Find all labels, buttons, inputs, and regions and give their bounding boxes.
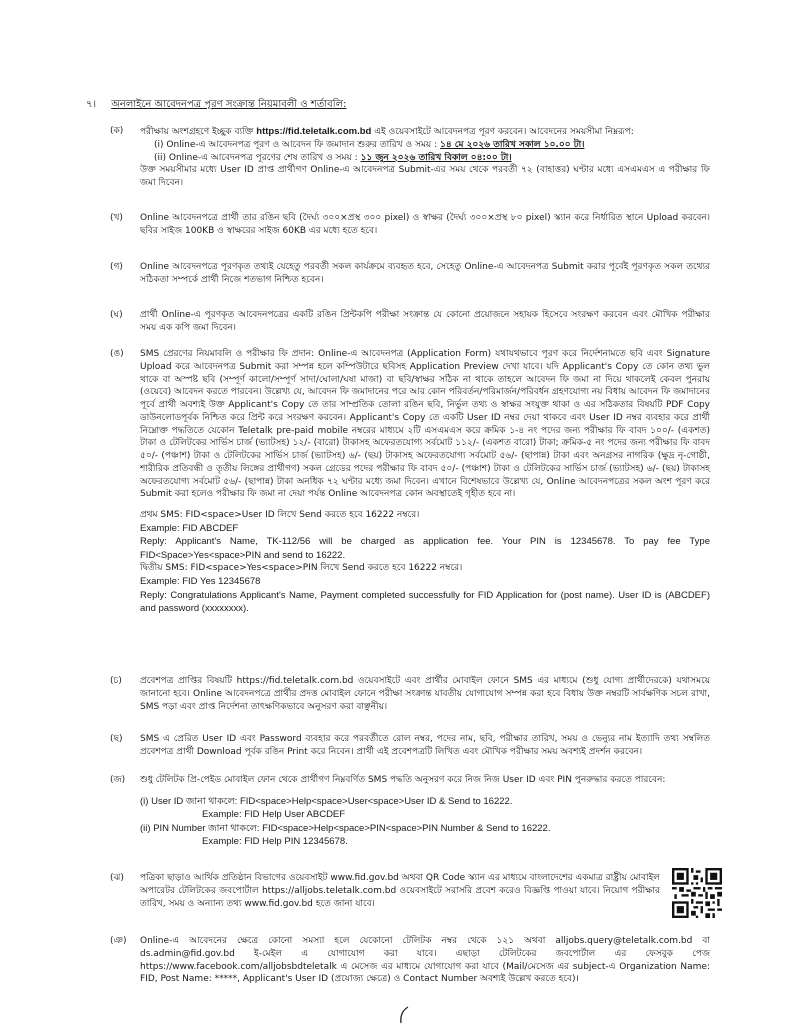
item-label: (ঙ) — [110, 349, 124, 359]
sms-rules-text: SMS প্রেরণের নিয়মাবলি ও পরীক্ষার ফি প্রদান: Online-এ আবেদনপত্র (Application Form) যথাযথভাবে পূরণ করে নির্দেশনামতে ছবি এবং Signature Upload করে আবেদনপত্র Submit করা সম্পন্ন হলে কম্পিউটারে ছবিসহ Application Preview দেখা যাবে। যদি Applicant's Copy তে কোন তথ্য ভুল থাকে বা অস্পষ্ট ছবি (সম্পূর্ণ কালো/সম্পূর্ণ সাদা/ঘোলা/ঘষা মাজা) বা ছবি/স্বাক্ষর সঠিক না থাকে তাহলে আবেদন ফি জমা না দিয়ে থাকলেই কেবল পুনরায় (ওয়েবে) আবেদন করতে পারবেন। উল্লেখ্য যে, আবেদন ফি জমাদানের পরে আর কোন পরিবর্তন/পরিমার্জন/পরিবর্ধন গ্রহণযোগ্য নয় বিধায় আবেদন ফি জমাদানের পূর্বে প্রার্থী অবশ্যই উক্ত Applicant's Copy তে তার সাম্প্রতিক তোলা রঙিন ছবি, নির্ভুল তথ্য ও স্বাক্ষর সংযুক্ত থাকা ও এর সঠিকতার বিষয়টি PDF Copy ডাউনলোডপূর্বক নিশ্চিত করে প্রিন্ট করে সংরক্ষণ করবেন। Applicant's Copy তে একটি User ID নম্বর দেয়া থাকবে এবং User ID নম্বর ব্যবহার করে প্রার্থী নিম্নোক্ত পদ্ধতিতে যেকোন Teletalk pre-paid mobile নম্বরের মাধ্যমে ২টি এসএমএস করে ক্রমিক ১-৪ নং পদের জন্য পরীক্ষার ফি বাবদ ১০০/- (একশত) টাকা ও টেলিটকের সার্ভিস চার্জ (ভ্যাটসহ) ১২/- (বারো) টাকাসহ অফেরতযোগ্য সর্বমোট ১১২/- (একশত বারো) টাকা; ক্রমিক-৫ নং পদের জন্য পরীক্ষার ফি বাবদ ৫০/- (পঞ্চাশ) টাকা ও টেলিটকের সার্ভিস চার্জ (ভ্যাটসহ) ৬/- (ছয়) টাকাসহ অফেরতযোগ্য সর্বমোট ৫৬/- (ছাপান্ন) টাকা এবং অনগ্রসর নাগরিক (ক্ষুদ্র নৃ-গোষ্ঠী, শারীরিক প্রতিবন্ধী ও তৃতীয় লিঙ্গের প্রার্থীগণ) সকল গ্রেডের পদের পরীক্ষার ফি বাবদ ৫০/- (পঞ্চাশ) টাকা ও টেলিটকের সার্ভিস চার্জ (ভ্যাটসহ) ৬/- (ছয়) টাকাসহ অফেরতযোগ্য সর্বমোট ৫৬/- (ছাপান্ন) টাকা অনধিক ৭২ ঘণ্টার মধ্যে জমা দিবেন। এখানে বিশেষভাবে উল্লেখ্য যে, Online আবেদনপত্রের সকল অংশ পূরণ করে Submit করা হলেও পরীক্ষার ফি জমা না দেয়া পর্যন্ত Online আবেদনপত্র কোন অবস্থাতেই গৃহীত হবে না। — [140, 349, 710, 500]
item-chha — [110, 733, 710, 759]
userid-recovery-example: Example: FID Help User ABCDEF — [202, 809, 346, 821]
item-jha — [110, 872, 660, 910]
item-body — [140, 125, 710, 190]
item-ga — [110, 261, 710, 287]
qr-code-icon[interactable] — [672, 868, 722, 918]
item-ja — [110, 774, 710, 849]
first-sms: প্রথম SMS: FID<space>User ID লিখে Send করতে হবে 16222 নম্বরে। — [140, 510, 420, 521]
item-body — [140, 348, 710, 616]
second-sms-example: Example: FID Yes 12345678 — [140, 576, 261, 588]
recovery-text: শুধু টেলিটক প্রি-পেইড মোবাইল ফোন থেকে প্রার্থীগণ নিম্নবর্ণিত SMS পদ্ধতি অনুসরণ করে নিজ নিজ User ID এবং PIN পুনরুদ্ধার করতে পারবেন: — [140, 775, 666, 785]
item-label: (ঞ) — [110, 936, 127, 946]
item-body — [140, 774, 710, 849]
item-label: (জ) — [110, 775, 126, 785]
item-label: (ঘ) — [110, 310, 123, 320]
item-body: Online আবেদনপত্রে প্রার্থী তার রঙিন ছবি (দৈর্ঘ্য ৩০০×প্রস্থ ৩০০ pixel) ও স্বাক্ষর (দৈর্ঘ্য ৩০০×প্রস্থ ৮০ pixel) স্ক্যান করে নির্ধারিত স্থানে Upload করবেন। ছবির সাইজ 100KB ও স্বাক্ষরের সাইজ 60KB এর মধ্যে হতে হবে। — [140, 213, 710, 236]
item-body: Online আবেদনপত্রে পূরণকৃত তথ্যই যেহেতু পরবর্তী সকল কার্যক্রমে ব্যবহৃত হবে, সেহেতু Online-এ আবেদনপত্র Submit করার পূর্বেই পূরণকৃত সকল তথ্যের সঠিকতা সম্পর্কে প্রার্থী নিজে শতভাগ নিশ্চিত হবেন। — [140, 262, 710, 285]
section-number: ৭। — [86, 99, 97, 110]
teletalk-link[interactable]: https://fid.teletalk.com.bd — [256, 126, 372, 137]
item-body: পত্রিকা ছাড়াও আর্থিক প্রতিষ্ঠান বিভাগের ওয়েবসাইট www.fid.gov.bd অথবা QR Code স্ক্যান এর মাধ্যমে বাংলাদেশের একমাত্র রাষ্ট্রীয় মোবাইল অপারেটর টেলিটকের জবপোর্টাল https://alljobs.teletalk.com.bd ওয়েবসাইটে সরাসরি প্রবেশ করেও বিজ্ঞপ্তি পাওয়া যাবে। নিয়োগ পরীক্ষার তারিখ, সময় ও অন্যান্য তথ্য www.fid.gov.bd হতে জানা যাবে। — [140, 873, 660, 909]
end-date-value: ১১ জুন ২০২৬ তারিখ বিকাল ০৪:০০ টা। — [360, 152, 512, 163]
item-kha — [110, 212, 710, 238]
item-body: Online-এ আবেদনের ক্ষেত্রে কোনো সমস্যা হলে যেকোনো টেলিটক নম্বর থেকে ১২১ অথবা alljobs.query@teletalk.com.bd বা ds.admin@fid.gov.bd ই-মেইল এ যোগাযোগ করা যাবে। এছাড়া টেলিটকের জবপোর্টাল এর ফেসবুক পেজ https://www.facebook.com/alljobsbdteletalk এ মেসেজ এর মাধ্যমে যোগাযোগ করা যাবে (Mail/মেসেজ এর subject-এ Organization Name: FID, Post Name: *****, Applicant's User ID (প্রযোজ্য ক্ষেত্রে) ও Contact Number অবশ্যই উল্লেখ করতে হবে)। — [140, 936, 710, 985]
fee-deadline-text: উক্ত সময়সীমার মধ্যে User ID প্রাপ্ত প্রার্থীগণ Online-এ আবেদনপত্র Submit-এর সময় থেকে পরবর্তী ৭২ (বাহাত্তর) ঘণ্টার মধ্যে এসএমএস এ পরীক্ষার ফি জমা দিবেন। — [140, 165, 710, 189]
end-date-line — [154, 152, 710, 165]
item-body: প্রবেশপত্র প্রাপ্তির বিষয়টি https://fid.teletalk.com.bd ওয়েবসাইটে এবং প্রার্থীর মোবাইল ফোনে SMS এর মাধ্যমে (শুধু যোগ্য প্রার্থীদেরকে) যথাসময়ে জানানো হবে। Online আবেদনপত্রে প্রার্থীর প্রদত্ত মোবাইল ফোনে পরীক্ষা সংক্রান্ত যাবতীয় যোগাযোগ সম্পন্ন করা হবে বিধায় উক্ত নম্বরটি সার্বক্ষণিক সচল রাখা, SMS পড়া এবং প্রাপ্ত নির্দেশনা তাৎক্ষণিকভাবে অনুসরণ করা বাঞ্ছনীয়। — [140, 676, 710, 712]
item-ka — [110, 125, 710, 190]
item-ka-intro — [140, 125, 710, 139]
pin-recovery: (ii) PIN Number জানা থাকলে: FID<space>Help<space>PIN<space>PIN Number & Send to 16222. — [140, 822, 551, 834]
first-sms-example: Example: FID ABCDEF — [140, 522, 239, 534]
userid-recovery: (i) User ID জানা থাকলে: FID<space>Help<space>User<space>User ID & Send to 16222. — [140, 795, 513, 807]
item-body: SMS এ প্রেরিত User ID এবং Password ব্যবহার করে পরবর্তীতে রোল নম্বর, পদের নাম, ছবি, পরীক্ষার তারিখ, সময় ও ভেন্যুর নাম ইত্যাদি তথ্য সম্বলিত প্রবেশপত্র প্রার্থী Download পূর্বক রঙিন Print করে নিবেন। প্রার্থী এই প্রবেশপত্রটি লিখিত এবং মৌখিক পরীক্ষার সময় অবশ্যই প্রদর্শন করবেন। — [140, 734, 710, 757]
start-date-label: (i) Online-এ আবেদনপত্র পূরণ ও আবেদন ফি জমাদান শুরুর তারিখ ও সময় : — [154, 139, 438, 150]
item-label: (ক) — [110, 126, 124, 136]
start-date-line — [154, 139, 710, 152]
item-cha — [110, 675, 710, 713]
item-label: (গ) — [110, 262, 123, 272]
pin-recovery-example: Example: FID Help PIN 12345678. — [202, 836, 348, 848]
item-label: (ঝ) — [110, 873, 124, 883]
section-title: অনলাইনে আবেদনপত্র পূরণ সংক্রান্ত নিয়মাবলী ও শর্তাবলি: — [111, 99, 347, 110]
item-body: প্রার্থী Online-এ পূরণকৃত আবেদনপত্রের একটি রঙিন প্রিন্টকপি পরীক্ষা সংক্রান্ত যে কোনো প্রয়োজনে সহায়ক হিসেবে সংরক্ষণ করবেন এবং মৌখিক পরীক্ষার সময় এক কপি জমা দিবেন। — [140, 310, 710, 333]
item-gha — [110, 309, 710, 335]
second-sms: দ্বিতীয় SMS: FID<space>Yes<space>PIN লিখে Send করতে হবে 16222 নম্বরে। — [140, 563, 463, 574]
item-nya — [110, 935, 710, 986]
intro-text: পরীক্ষায় অংশগ্রহণে ইচ্ছুক ব্যক্তি — [140, 127, 254, 137]
item-label: (খ) — [110, 213, 123, 223]
item-label: (চ) — [110, 676, 122, 686]
second-sms-reply: Reply: Congratulations Applicant's Name, Payment completed successfully for FID Application for (post name). User ID is (ABCDEF) and password (xxxxxxxx). — [140, 589, 710, 615]
intro-text-end: এই ওয়েবসাইটে আবেদনপত্র পূরণ করবেন। আবেদনের সময়সীমা নিম্নরূপ: — [374, 127, 634, 137]
first-sms-reply: Reply: Applicant's Name, TK-112/56 will be charged as application fee. Your PIN is 12345678. To pay fee Type FID<Space>Yes<space>PIN and send to 16222. — [140, 536, 710, 561]
start-date-value: ১৪ মে ২০২৬ তারিখ সকাল ১০.০০ টা। — [439, 139, 585, 150]
end-date-label: (ii) Online-এ আবেদনপত্র পূরণের শেষ তারিখ ও সময় : — [154, 152, 358, 163]
handwritten-mark — [398, 1006, 412, 1024]
item-uma — [110, 348, 710, 616]
section-heading — [86, 98, 346, 112]
item-label: (ছ) — [110, 734, 123, 744]
